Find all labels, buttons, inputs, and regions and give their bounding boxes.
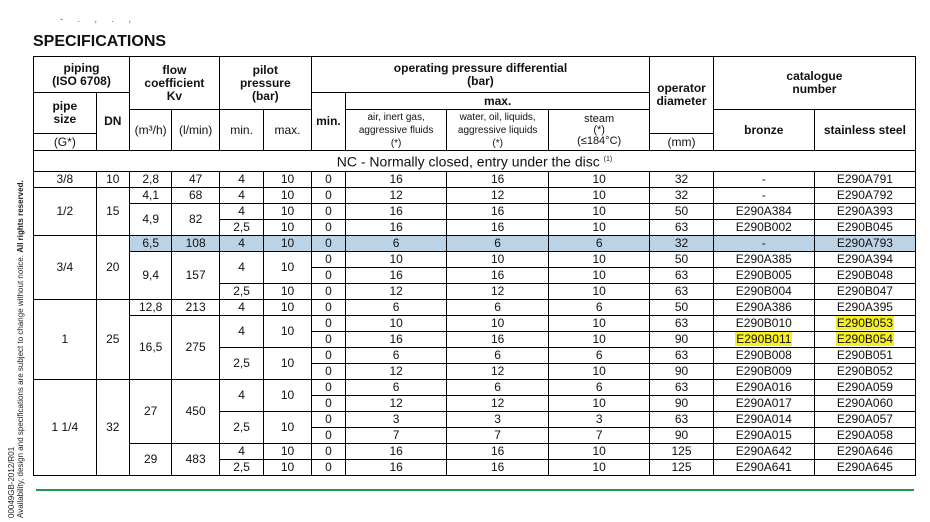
cell-air: 3 (346, 412, 447, 428)
cell-bronze (713, 204, 814, 220)
cell-pilot-max: 10 (264, 172, 311, 188)
cell-pilot-min: 4 (219, 188, 263, 204)
cell-pilot-max: 10 (264, 380, 311, 412)
catalogue-code: E290A057 (836, 412, 893, 426)
cell-air: 12 (346, 284, 447, 300)
cell-stainless (814, 396, 915, 412)
cell-pilot-min: 2,5 (219, 284, 263, 300)
cell-steam: 10 (549, 188, 650, 204)
cell-op-min: 0 (311, 412, 345, 428)
cell-air: 7 (346, 428, 447, 444)
cell-op-min: 0 (311, 364, 345, 380)
catalogue-code: E290A791 (836, 172, 893, 186)
cell-flow-m3h: 27 (129, 380, 171, 444)
header-operating-pressure: operating pressure differential (bar) (311, 57, 649, 93)
cell-operator: 63 (650, 348, 714, 364)
cell-flow-m3h: 4,9 (129, 204, 171, 236)
cell-dn: 32 (96, 380, 129, 476)
side-legal-note (7, 38, 23, 518)
cell-bronze (713, 188, 814, 204)
cell-air: 6 (346, 300, 447, 316)
cell-steam: 10 (549, 396, 650, 412)
cell-operator: 125 (650, 460, 714, 476)
cell-operator: 50 (650, 204, 714, 220)
cell-water: 10 (447, 252, 549, 268)
cell-stainless (814, 364, 915, 380)
cell-operator: 63 (650, 412, 714, 428)
cell-water: 7 (447, 428, 549, 444)
cell-water: 12 (447, 284, 549, 300)
cell-bronze (713, 268, 814, 284)
rights-text: All rights reserved. (16, 180, 25, 253)
cell-op-min: 0 (311, 204, 345, 220)
catalogue-code: E290A645 (836, 460, 893, 474)
catalogue-code: E290A017 (735, 396, 792, 410)
catalogue-code: E290A395 (836, 300, 893, 314)
cell-operator: 90 (650, 364, 714, 380)
cell-stainless (814, 284, 915, 300)
catalogue-code: E290A060 (836, 396, 893, 410)
cell-air: 16 (346, 172, 447, 188)
cell-pilot-max: 10 (264, 252, 311, 284)
cell-flow-lmin: 108 (172, 236, 219, 252)
catalogue-code: E290B011 (736, 332, 792, 346)
catalogue-code: E290B005 (735, 268, 792, 282)
cell-pilot-min: 4 (219, 252, 263, 284)
cell-air: 16 (346, 332, 447, 348)
cell-operator: 90 (650, 428, 714, 444)
header-steam: steam (*) (≤184°C) (549, 110, 650, 151)
cell-op-min: 0 (311, 316, 345, 332)
header-g: (G*) (34, 134, 97, 151)
cell-pilot-max: 10 (264, 236, 311, 252)
catalogue-code: E290A641 (735, 460, 792, 474)
catalogue-code: E290A386 (735, 300, 792, 314)
cell-op-min: 0 (311, 268, 345, 284)
cell-pilot-max: 10 (264, 220, 311, 236)
cell-operator: 90 (650, 332, 714, 348)
cell-bronze (713, 236, 814, 252)
cell-stainless (814, 220, 915, 236)
header-operator: operator diameter (650, 57, 714, 134)
catalogue-code: E290A792 (836, 188, 893, 202)
doc-code: 00049GB-2012/R01 (7, 446, 16, 518)
cell-pilot-max: 10 (264, 460, 311, 476)
catalogue-code: E290A384 (735, 204, 792, 218)
cell-steam: 7 (549, 428, 650, 444)
cell-pilot-max: 10 (264, 412, 311, 444)
cell-flow-m3h: 12,8 (129, 300, 171, 316)
cell-steam: 10 (549, 460, 650, 476)
table-row[interactable] (34, 316, 916, 332)
catalogue-code: E290A646 (836, 444, 893, 458)
catalogue-code: E290B004 (735, 284, 792, 298)
cell-pipe-size: 1 (34, 300, 97, 380)
cell-op-min: 0 (311, 380, 345, 396)
header-op-min: min. (311, 93, 345, 151)
cell-operator: 90 (650, 396, 714, 412)
section-heading: NC - Normally closed, entry under the disc $^{(1)}$ (34, 151, 916, 172)
cell-bronze (713, 380, 814, 396)
cell-air: 12 (346, 396, 447, 412)
cell-flow-m3h: 29 (129, 444, 171, 476)
cell-steam: 10 (549, 268, 650, 284)
header-pipe-size: pipe size (34, 93, 97, 134)
cell-water: 6 (447, 348, 549, 364)
cell-bronze (713, 364, 814, 380)
header-bronze: bronze (713, 110, 814, 151)
cell-pilot-min: 4 (219, 444, 263, 460)
cell-stainless (814, 252, 915, 268)
table-row[interactable] (34, 380, 916, 396)
cell-pilot-max: 10 (264, 444, 311, 460)
cell-pilot-max: 10 (264, 300, 311, 316)
cell-op-min: 0 (311, 188, 345, 204)
cell-bronze (713, 332, 814, 348)
catalogue-code: E290B052 (836, 364, 893, 378)
cell-steam: 6 (549, 348, 650, 364)
cell-op-min: 0 (311, 284, 345, 300)
catalogue-code: E290B008 (735, 348, 792, 362)
catalogue-code: E290B054 (836, 332, 893, 346)
cell-water: 16 (447, 204, 549, 220)
cell-air: 12 (346, 188, 447, 204)
header-piping: piping (ISO 6708) (34, 57, 130, 93)
cell-steam: 10 (549, 444, 650, 460)
cell-op-min: 0 (311, 172, 345, 188)
cell-operator: 32 (650, 172, 714, 188)
header-pilot-min: min. (219, 110, 263, 151)
cell-stainless (814, 460, 915, 476)
cell-op-min: 0 (311, 332, 345, 348)
cell-operator: 63 (650, 284, 714, 300)
cell-flow-lmin: 213 (172, 300, 219, 316)
cell-water: 6 (447, 236, 549, 252)
cell-water: 16 (447, 220, 549, 236)
cell-bronze (713, 444, 814, 460)
cropped-text-fragment: - . , . , (60, 14, 138, 24)
catalogue-code: E290A014 (735, 412, 792, 426)
catalogue-code: E290A393 (836, 204, 893, 218)
table-row[interactable] (34, 236, 916, 252)
cell-air: 16 (346, 204, 447, 220)
cell-flow-lmin: 157 (172, 252, 219, 300)
cell-pilot-max: 10 (264, 348, 311, 380)
cell-flow-lmin: 47 (172, 172, 219, 188)
cell-flow-m3h: 2,8 (129, 172, 171, 188)
table-row[interactable] (34, 188, 916, 204)
catalogue-code: E290B002 (735, 220, 792, 234)
catalogue-code: - (761, 188, 766, 202)
cell-stainless (814, 428, 915, 444)
cell-water: 12 (447, 364, 549, 380)
catalogue-code: E290A016 (735, 380, 792, 394)
cell-operator: 63 (650, 316, 714, 332)
cell-steam: 6 (549, 236, 650, 252)
cell-steam: 10 (549, 316, 650, 332)
cell-water: 12 (447, 188, 549, 204)
header-lmin: (l/min) (172, 110, 219, 151)
cell-pilot-min: 2,5 (219, 348, 263, 380)
catalogue-code: E290B047 (836, 284, 893, 298)
cell-steam: 3 (549, 412, 650, 428)
cell-pipe-size: 3/8 (34, 172, 97, 188)
cell-flow-lmin: 275 (172, 316, 219, 380)
cell-dn: 20 (96, 236, 129, 300)
cell-air: 16 (346, 460, 447, 476)
cell-pilot-min: 2,5 (219, 220, 263, 236)
catalogue-code: - (761, 236, 766, 250)
cell-steam: 10 (549, 364, 650, 380)
cell-op-min: 0 (311, 252, 345, 268)
cell-air: 10 (346, 252, 447, 268)
header-catalogue: catalogue number (713, 57, 915, 110)
cell-bronze (713, 348, 814, 364)
cell-flow-lmin: 68 (172, 188, 219, 204)
cell-flow-m3h: 4,1 (129, 188, 171, 204)
header-pilot-max: max. (264, 110, 311, 151)
catalogue-code: E290A015 (735, 428, 792, 442)
cell-pipe-size: 1 1/4 (34, 380, 97, 476)
catalogue-code: E290B010 (735, 316, 792, 330)
cell-pilot-min: 4 (219, 316, 263, 348)
cell-op-min: 0 (311, 348, 345, 364)
cell-pilot-min: 4 (219, 204, 263, 220)
cell-air: 16 (346, 220, 447, 236)
cell-pilot-max: 10 (264, 204, 311, 220)
cell-water: 10 (447, 316, 549, 332)
cell-stainless (814, 268, 915, 284)
cell-bronze (713, 220, 814, 236)
header-pilot: pilot pressure (bar) (219, 57, 311, 110)
cell-pilot-min: 4 (219, 300, 263, 316)
cell-pilot-min: 4 (219, 236, 263, 252)
cell-operator: 50 (650, 300, 714, 316)
cell-air: 16 (346, 268, 447, 284)
catalogue-code: E290A385 (735, 252, 792, 266)
cell-pipe-size: 3/4 (34, 236, 97, 300)
cell-stainless (814, 332, 915, 348)
cell-stainless (814, 444, 915, 460)
catalogue-code: E290B009 (735, 364, 792, 378)
cell-flow-lmin: 450 (172, 380, 219, 444)
cell-water: 6 (447, 380, 549, 396)
cell-water: 16 (447, 172, 549, 188)
cell-air: 6 (346, 380, 447, 396)
cell-pilot-min: 4 (219, 172, 263, 188)
catalogue-code: E290A642 (735, 444, 792, 458)
cell-steam: 6 (549, 300, 650, 316)
cell-op-min: 0 (311, 396, 345, 412)
cell-steam: 10 (549, 332, 650, 348)
cell-stainless (814, 300, 915, 316)
bottom-rule (36, 489, 914, 491)
cell-water: 16 (447, 332, 549, 348)
cell-stainless (814, 348, 915, 364)
cell-steam: 10 (549, 220, 650, 236)
header-m3h: (m³/h) (129, 110, 171, 151)
header-dn: DN (96, 93, 129, 151)
catalogue-code: E290B048 (836, 268, 893, 282)
cell-dn: 25 (96, 300, 129, 380)
cell-bronze (713, 428, 814, 444)
cell-water: 16 (447, 444, 549, 460)
cell-stainless (814, 412, 915, 428)
cell-dn: 10 (96, 172, 129, 188)
cell-air: 16 (346, 444, 447, 460)
cell-pipe-size: 1/2 (34, 188, 97, 236)
cell-bronze (713, 172, 814, 188)
catalogue-code: E290B053 (836, 316, 893, 330)
cell-flow-m3h: 16,5 (129, 316, 171, 380)
cell-pilot-min: 2,5 (219, 412, 263, 444)
catalogue-code: E290B051 (836, 348, 893, 362)
cell-steam: 6 (549, 380, 650, 396)
catalogue-code: E290A058 (836, 428, 893, 442)
cell-op-min: 0 (311, 460, 345, 476)
cell-air: 12 (346, 364, 447, 380)
header-mm: (mm) (650, 134, 714, 151)
cell-steam: 10 (549, 284, 650, 300)
cell-operator: 63 (650, 220, 714, 236)
cell-op-min: 0 (311, 236, 345, 252)
cell-operator: 32 (650, 188, 714, 204)
cell-bronze (713, 300, 814, 316)
cell-bronze (713, 252, 814, 268)
catalogue-code: E290A059 (836, 380, 893, 394)
cell-pilot-max: 10 (264, 316, 311, 348)
cell-pilot-max: 10 (264, 284, 311, 300)
cell-steam: 10 (549, 204, 650, 220)
cell-bronze (713, 460, 814, 476)
table-row[interactable] (34, 204, 916, 220)
cell-op-min: 0 (311, 220, 345, 236)
cell-water: 12 (447, 396, 549, 412)
cell-bronze (713, 284, 814, 300)
header-op-max: max. (346, 93, 650, 110)
header-flow: flow coefficient Kv (129, 57, 219, 110)
cell-air: 6 (346, 236, 447, 252)
catalogue-code: E290A793 (836, 236, 893, 250)
cell-pilot-min: 2,5 (219, 460, 263, 476)
cell-stainless (814, 316, 915, 332)
cell-op-min: 0 (311, 300, 345, 316)
cell-operator: 32 (650, 236, 714, 252)
cell-operator: 63 (650, 380, 714, 396)
cell-operator: 50 (650, 252, 714, 268)
cell-pilot-max: 10 (264, 188, 311, 204)
cell-stainless (814, 236, 915, 252)
cell-water: 3 (447, 412, 549, 428)
cell-air: 6 (346, 348, 447, 364)
disclaimer-text: Availability, design and specifications are subject to change without notice. (16, 255, 25, 518)
cell-flow-lmin: 82 (172, 204, 219, 236)
table-row[interactable] (34, 172, 916, 188)
cell-steam: 10 (549, 172, 650, 188)
cell-stainless (814, 380, 915, 396)
catalogue-code: E290A394 (836, 252, 893, 266)
cell-water: 16 (447, 460, 549, 476)
cell-flow-m3h: 9,4 (129, 252, 171, 300)
table-row[interactable] (34, 300, 916, 316)
header-stainless: stainless steel (814, 110, 915, 151)
specifications-table (33, 56, 916, 476)
cell-stainless (814, 188, 915, 204)
header-air: air, inert gas, aggressive fluids (*) (346, 110, 447, 151)
cell-dn: 15 (96, 188, 129, 236)
cell-op-min: 0 (311, 444, 345, 460)
cell-bronze (713, 396, 814, 412)
cell-operator: 63 (650, 268, 714, 284)
page-title: SPECIFICATIONS (33, 33, 167, 50)
cell-air: 10 (346, 316, 447, 332)
cell-flow-lmin: 483 (172, 444, 219, 476)
cell-steam: 10 (549, 252, 650, 268)
cell-water: 16 (447, 268, 549, 284)
cell-stainless (814, 172, 915, 188)
cell-stainless (814, 204, 915, 220)
header-water: water, oil, liquids, aggressive liquids (*) (447, 110, 549, 151)
cell-bronze (713, 316, 814, 332)
cell-flow-m3h: 6,5 (129, 236, 171, 252)
catalogue-code: - (761, 172, 766, 186)
cell-op-min: 0 (311, 428, 345, 444)
catalogue-code: E290B045 (836, 220, 893, 234)
cell-operator: 125 (650, 444, 714, 460)
cell-pilot-min: 4 (219, 380, 263, 412)
cell-bronze (713, 412, 814, 428)
table-row[interactable] (34, 444, 916, 460)
cell-water: 6 (447, 300, 549, 316)
table-row[interactable] (34, 252, 916, 268)
